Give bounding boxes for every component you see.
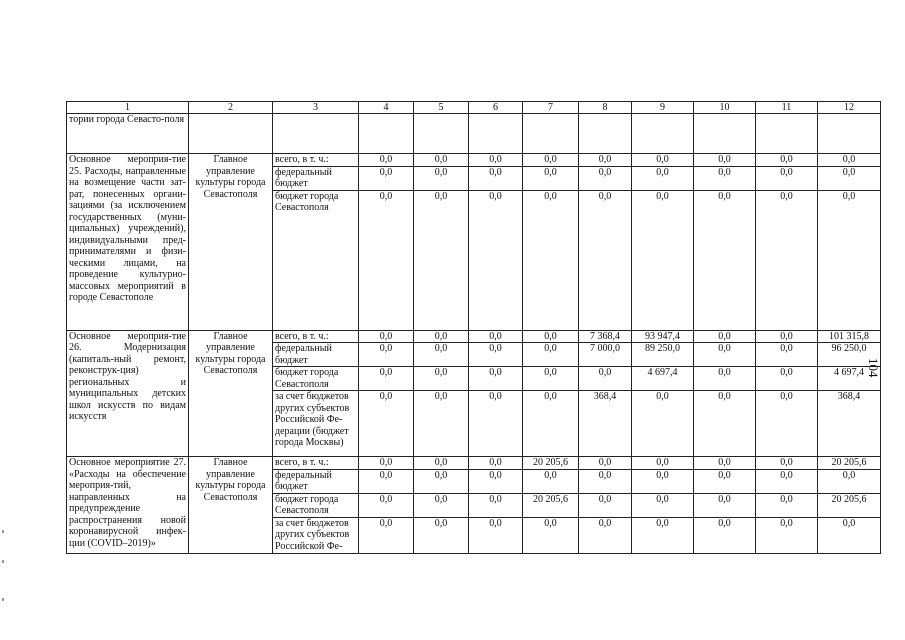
responsible-executor: Главное управление культуры города Севастополя xyxy=(189,330,273,457)
column-header: 12 xyxy=(818,102,881,114)
year-value: 0,0 xyxy=(694,469,756,493)
year-value: 0,0 xyxy=(414,330,469,343)
year-value: 0,0 xyxy=(469,343,523,367)
year-value: 0,0 xyxy=(414,190,469,330)
year-value: 0,0 xyxy=(414,493,469,517)
funding-source: бюджет города Севастополя xyxy=(273,493,359,517)
responsible-executor: Главное управление культуры города Севастополя xyxy=(189,154,273,331)
year-value: 0,0 xyxy=(694,457,756,470)
year-value: 0,0 xyxy=(469,457,523,470)
total-value: 0,0 xyxy=(818,517,881,553)
empty-cell xyxy=(273,114,359,154)
year-value: 0,0 xyxy=(359,343,414,367)
year-value: 93 947,4 xyxy=(632,330,694,343)
year-value: 0,0 xyxy=(359,190,414,330)
total-value: 0,0 xyxy=(818,154,881,167)
year-value: 20 205,6 xyxy=(523,493,579,517)
event-name: Основное мероприя-тие 26. Модернизация (капиталь-ный ремонт, реконструк-ция) региональных и муниципальных детских школ искусств по видам искусств xyxy=(67,330,189,457)
empty-cell xyxy=(756,114,818,154)
year-value: 0,0 xyxy=(359,154,414,167)
year-value: 0,0 xyxy=(469,190,523,330)
column-header: 9 xyxy=(632,102,694,114)
total-value: 0,0 xyxy=(818,166,881,190)
column-header: 5 xyxy=(414,102,469,114)
year-value: 0,0 xyxy=(359,469,414,493)
year-value: 0,0 xyxy=(359,166,414,190)
year-value: 0,0 xyxy=(359,493,414,517)
year-value: 0,0 xyxy=(694,166,756,190)
year-value: 0,0 xyxy=(579,367,632,391)
budget-table xyxy=(66,101,881,554)
funding-row xyxy=(67,457,881,470)
year-value: 20 205,6 xyxy=(523,457,579,470)
year-value: 0,0 xyxy=(523,517,579,553)
year-value: 0,0 xyxy=(756,391,818,457)
year-value: 0,0 xyxy=(359,330,414,343)
empty-cell xyxy=(632,114,694,154)
year-value: 0,0 xyxy=(469,166,523,190)
year-value: 0,0 xyxy=(694,517,756,553)
empty-cell xyxy=(414,114,469,154)
year-value: 0,0 xyxy=(632,469,694,493)
funding-source: бюджет города Севастополя xyxy=(273,367,359,391)
total-value: 101 315,8 xyxy=(818,330,881,343)
column-header: 8 xyxy=(579,102,632,114)
year-value: 0,0 xyxy=(694,391,756,457)
funding-source: всего, в т. ч.: xyxy=(273,457,359,470)
funding-row xyxy=(67,330,881,343)
year-value: 0,0 xyxy=(579,190,632,330)
scan-mark xyxy=(2,598,4,601)
scan-mark xyxy=(2,530,4,533)
year-value: 4 697,4 xyxy=(632,367,694,391)
year-value: 0,0 xyxy=(469,154,523,167)
funding-source: федеральный бюджет xyxy=(273,166,359,190)
year-value: 0,0 xyxy=(469,367,523,391)
year-value: 0,0 xyxy=(579,457,632,470)
year-value: 0,0 xyxy=(632,517,694,553)
year-value: 0,0 xyxy=(694,367,756,391)
year-value: 0,0 xyxy=(414,457,469,470)
year-value: 368,4 xyxy=(579,391,632,457)
funding-row xyxy=(67,154,881,167)
year-value: 0,0 xyxy=(756,493,818,517)
total-value: 96 250,0 xyxy=(818,343,881,367)
year-value: 0,0 xyxy=(469,493,523,517)
year-value: 0,0 xyxy=(359,391,414,457)
year-value: 0,0 xyxy=(523,343,579,367)
year-value: 89 250,0 xyxy=(632,343,694,367)
empty-cell xyxy=(579,114,632,154)
total-value: 20 205,6 xyxy=(818,493,881,517)
total-value: 368,4 xyxy=(818,391,881,457)
empty-cell xyxy=(469,114,523,154)
funding-source: бюджет города Севастополя xyxy=(273,190,359,330)
year-value: 0,0 xyxy=(756,367,818,391)
year-value: 0,0 xyxy=(414,166,469,190)
year-value: 0,0 xyxy=(414,517,469,553)
year-value: 7 368,4 xyxy=(579,330,632,343)
year-value: 0,0 xyxy=(469,469,523,493)
empty-cell xyxy=(523,114,579,154)
column-number-row xyxy=(67,102,881,114)
year-value: 0,0 xyxy=(523,330,579,343)
empty-cell xyxy=(818,114,881,154)
column-header: 7 xyxy=(523,102,579,114)
year-value: 0,0 xyxy=(632,166,694,190)
column-header: 6 xyxy=(469,102,523,114)
empty-cell xyxy=(189,114,273,154)
year-value: 0,0 xyxy=(632,190,694,330)
column-header: 4 xyxy=(359,102,414,114)
year-value: 0,0 xyxy=(632,154,694,167)
year-value: 0,0 xyxy=(579,166,632,190)
year-value: 0,0 xyxy=(523,469,579,493)
year-value: 0,0 xyxy=(359,367,414,391)
year-value: 0,0 xyxy=(694,330,756,343)
continued-event-name: тории города Севасто-поля xyxy=(67,114,189,154)
column-header: 10 xyxy=(694,102,756,114)
year-value: 0,0 xyxy=(694,190,756,330)
year-value: 0,0 xyxy=(414,469,469,493)
total-value: 4 697,4 xyxy=(818,367,881,391)
year-value: 0,0 xyxy=(523,391,579,457)
event-name: Основное мероприя-тие 25. Расходы, направленные на возмещение части зат-рат, понесенных органи-зациями (за исключением государственных (муни-ципальных) учреждений), индивидуальными пред-принимателями и физи-ческими лицами, на проведение культурно-массовых мероприятий в городе Севастополе xyxy=(67,154,189,331)
year-value: 0,0 xyxy=(414,154,469,167)
funding-source: за счет бюджетов других субъектов Российской Фе- xyxy=(273,517,359,553)
year-value: 0,0 xyxy=(756,457,818,470)
year-value: 0,0 xyxy=(632,493,694,517)
empty-cell xyxy=(359,114,414,154)
year-value: 0,0 xyxy=(756,166,818,190)
year-value: 0,0 xyxy=(579,493,632,517)
year-value: 0,0 xyxy=(523,154,579,167)
year-value: 0,0 xyxy=(756,517,818,553)
continuation-row xyxy=(67,114,881,154)
year-value: 0,0 xyxy=(579,154,632,167)
funding-source: всего, в т. ч.: xyxy=(273,154,359,167)
year-value: 0,0 xyxy=(694,493,756,517)
year-value: 0,0 xyxy=(469,391,523,457)
responsible-executor: Главное управление культуры города Севастополя xyxy=(189,457,273,554)
year-value: 0,0 xyxy=(579,469,632,493)
year-value: 0,0 xyxy=(756,190,818,330)
column-header: 2 xyxy=(189,102,273,114)
year-value: 0,0 xyxy=(359,457,414,470)
year-value: 0,0 xyxy=(632,457,694,470)
total-value: 20 205,6 xyxy=(818,457,881,470)
event-name: Основное мероприятие 27. «Расходы на обеспечение мероприя-тий, направленных на предупреждение распространения новой коронавирусной инфек-ции (COVID–2019)» xyxy=(67,457,189,554)
year-value: 0,0 xyxy=(523,190,579,330)
column-header: 11 xyxy=(756,102,818,114)
year-value: 0,0 xyxy=(414,391,469,457)
year-value: 0,0 xyxy=(756,469,818,493)
year-value: 0,0 xyxy=(694,343,756,367)
year-value: 0,0 xyxy=(523,166,579,190)
year-value: 0,0 xyxy=(469,517,523,553)
year-value: 0,0 xyxy=(694,154,756,167)
funding-source: за счет бюджетов других субъектов Российской Фе-дерации (бюджет города Москвы) xyxy=(273,391,359,457)
year-value: 0,0 xyxy=(414,367,469,391)
column-header: 1 xyxy=(67,102,189,114)
funding-source: федеральный бюджет xyxy=(273,343,359,367)
column-header: 3 xyxy=(273,102,359,114)
year-value: 0,0 xyxy=(414,343,469,367)
year-value: 0,0 xyxy=(523,367,579,391)
year-value: 0,0 xyxy=(756,343,818,367)
year-value: 0,0 xyxy=(469,330,523,343)
page-number: 104 xyxy=(866,358,881,378)
total-value: 0,0 xyxy=(818,190,881,330)
year-value: 0,0 xyxy=(756,330,818,343)
funding-source: федеральный бюджет xyxy=(273,469,359,493)
empty-cell xyxy=(694,114,756,154)
total-value: 0,0 xyxy=(818,469,881,493)
year-value: 7 000,0 xyxy=(579,343,632,367)
funding-source: всего, в т. ч.: xyxy=(273,330,359,343)
year-value: 0,0 xyxy=(579,517,632,553)
scan-mark xyxy=(2,560,4,563)
year-value: 0,0 xyxy=(632,391,694,457)
year-value: 0,0 xyxy=(359,517,414,553)
year-value: 0,0 xyxy=(756,154,818,167)
